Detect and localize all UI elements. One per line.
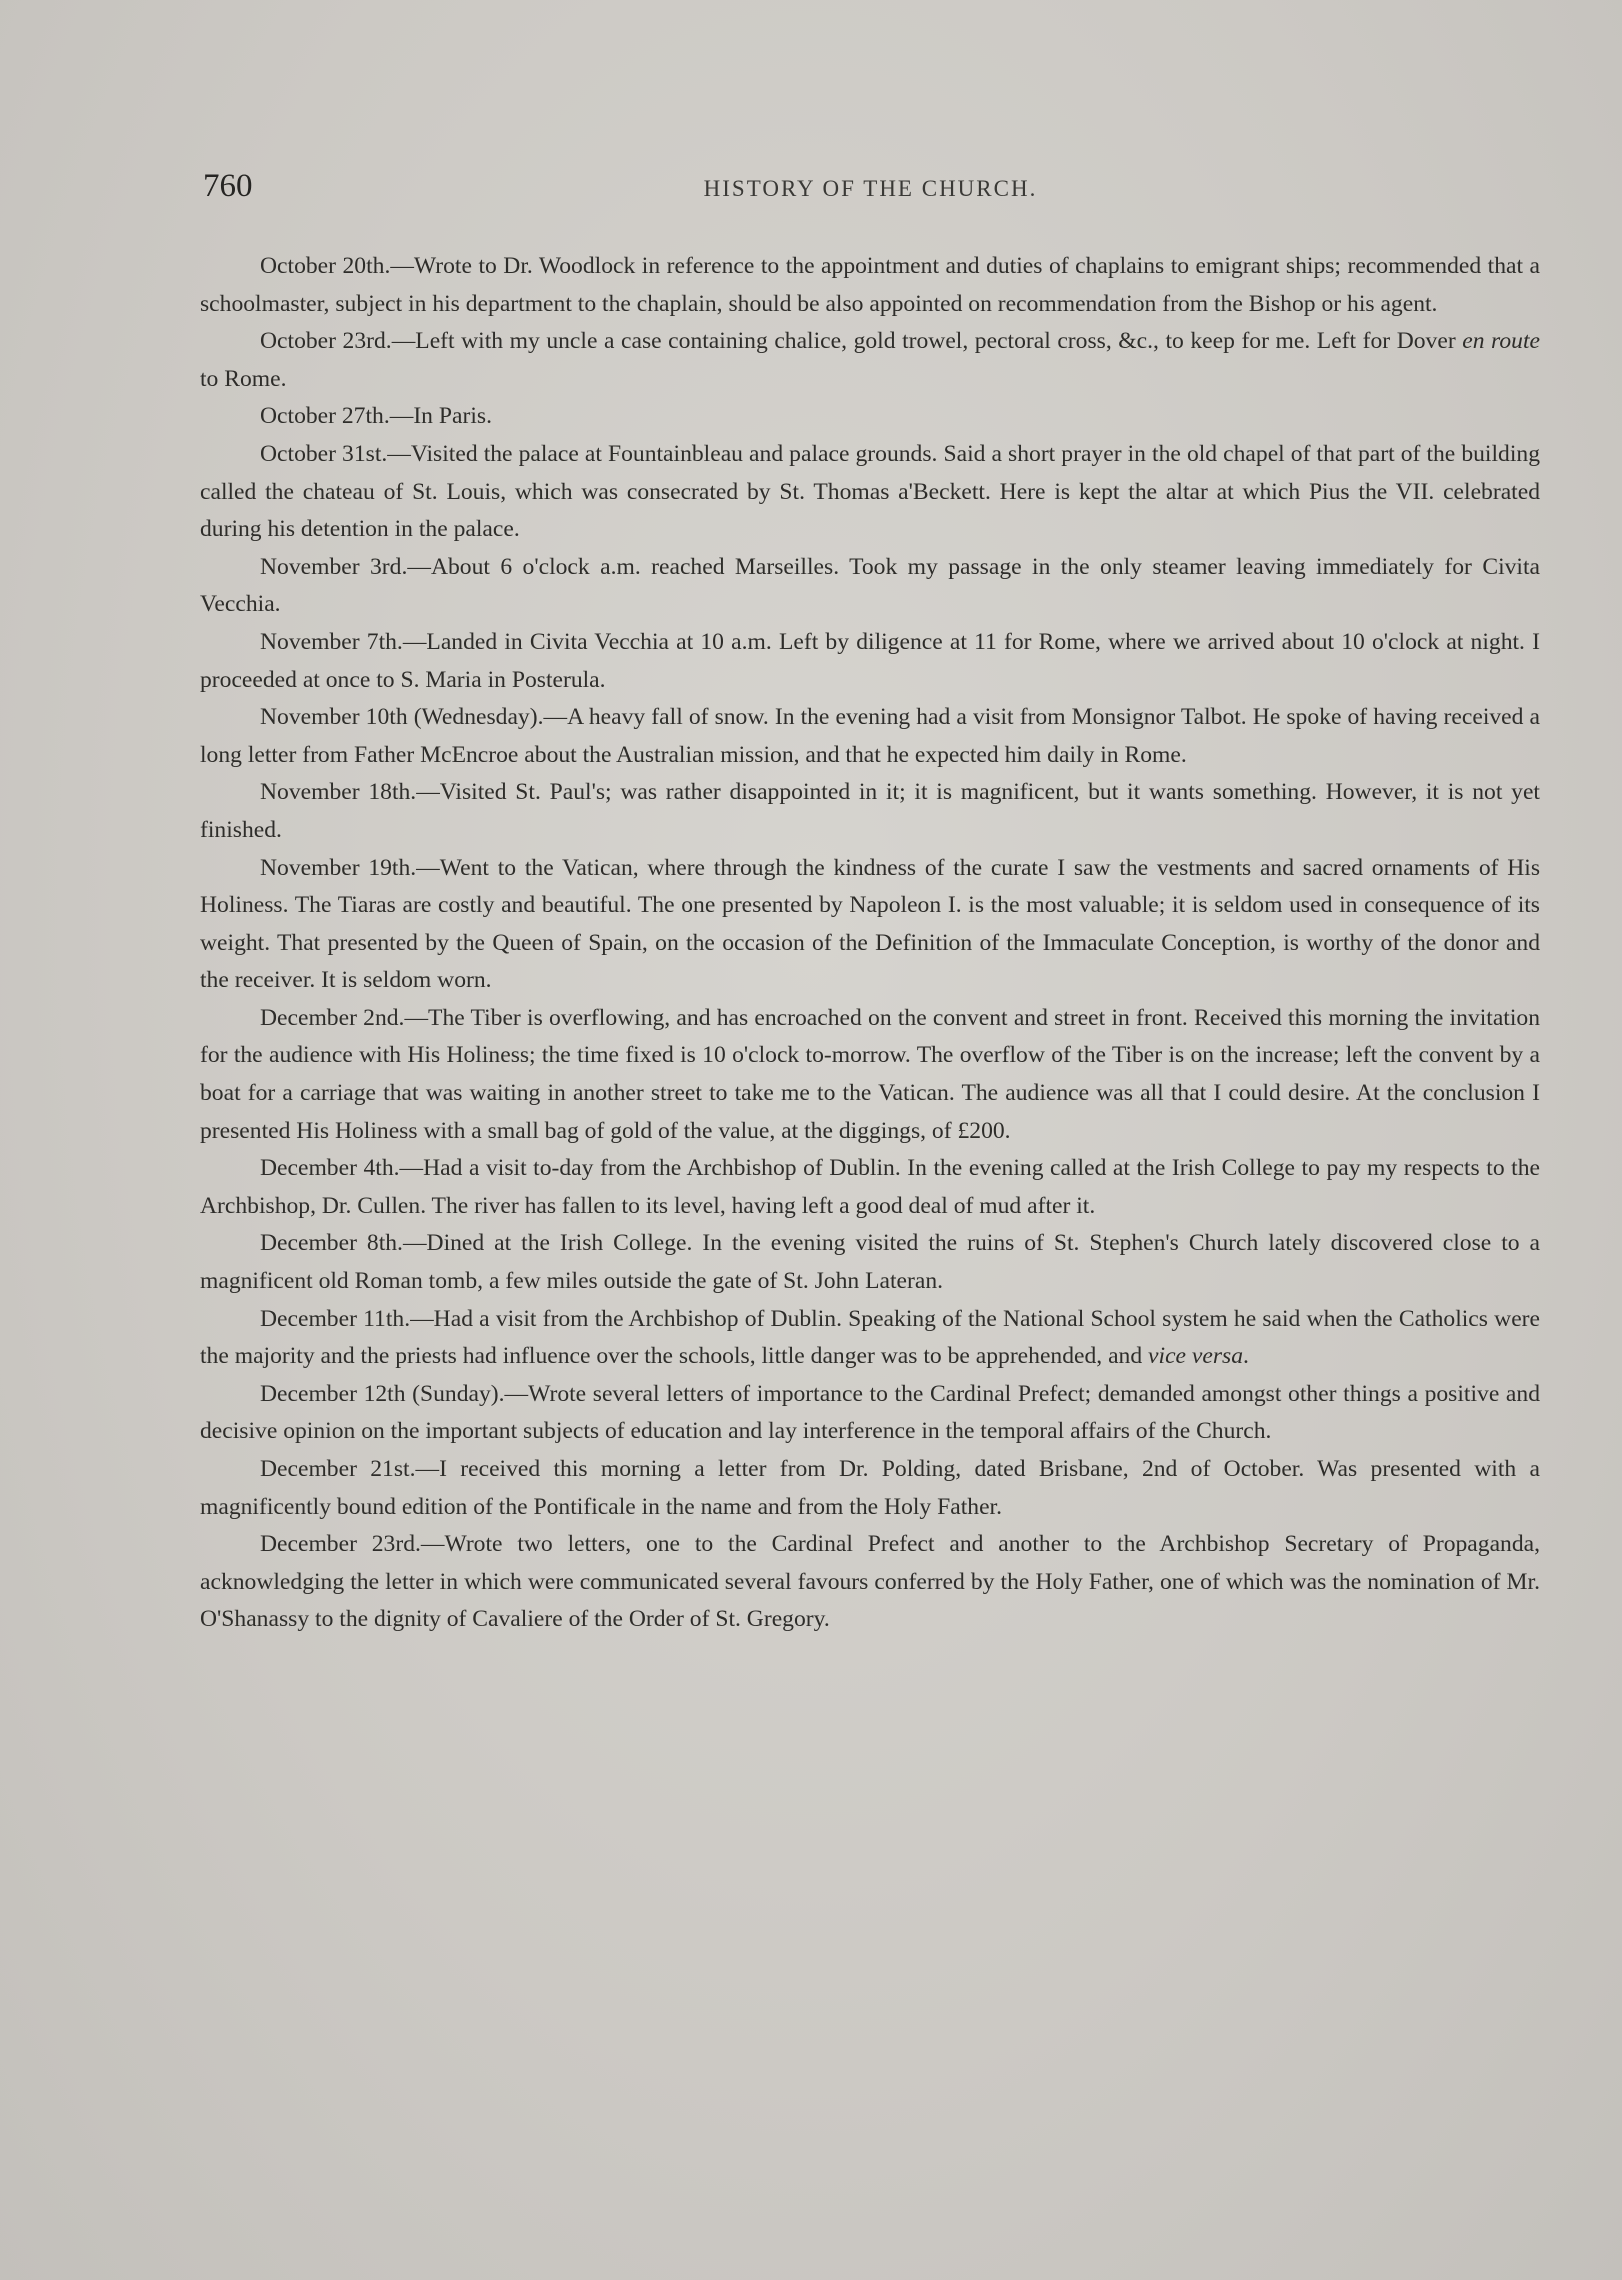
diary-entry-dec-23 [200,1526,1540,1639]
diary-entry-dec-12 [200,1376,1540,1451]
entry-italic-text: vice versa [1148,1343,1244,1370]
entry-italic-text: en route [1462,328,1540,355]
diary-entry-nov-19 [200,850,1540,1000]
running-title: HISTORY OF THE CHURCH. [703,176,1038,201]
entry-text: December 4th.—Had a visit to-day from the Archbishop of Dublin. In the evening called at the Irish College to pay my respects to the Archbishop, Dr. Cullen. The river has fallen to its level, having left a good deal of mud after it. [200,1155,1540,1219]
diary-entry-dec-2 [200,1000,1540,1150]
diary-entry-nov-10 [200,699,1540,774]
entry-text: December 23rd.—Wrote two letters, one to the Cardinal Prefect and another to the Archbishop Secretary of Propaganda, acknowledging the letter in which were communicated several favours conferred by the Holy Father, one of which was the nomination of Mr. O'Shanassy to the dignity of Cavaliere of the Order of St. Gregory. [200,1531,1540,1633]
diary-entry-oct-27 [200,398,1540,436]
entry-text: November 10th (Wednesday).—A heavy fall of snow. In the evening had a visit from Monsignor Talbot. He spoke of having received a long letter from Father McEncroe about the Australian mission, and that he expected him daily in Rome. [200,704,1540,768]
page-header [203,168,1538,212]
diary-entry-dec-11 [200,1301,1540,1376]
diary-entry-nov-3 [200,549,1540,624]
entry-text: October 27th.—In Paris. [260,403,492,430]
body-text [200,248,1540,1639]
entry-text: October 23rd.—Left with my uncle a case containing chalice, gold trowel, pectoral cross, &c., to keep for me. Left for Dover [260,328,1463,355]
diary-entry-oct-23 [200,323,1540,398]
diary-entry-oct-20 [200,248,1540,323]
entry-text: December 2nd.—The Tiber is overflowing, and has encroached on the convent and street in front. Received this morning the invitation for the audience with His Holiness; the time fixed is 10 o'clock to-morrow. The overflow of the Tiber is on the increase; left the convent by a boat for a carriage that was waiting in another street to take me to the Vatican. The audience was all that I could desire. At the conclusion I presented His Holiness with a small bag of gold of the value, at the diggings, of £200. [200,1004,1540,1144]
entry-text: October 31st.—Visited the palace at Fountainbleau and palace grounds. Said a short prayer in the old chapel of that part of the building called the chateau of St. Louis, which was consecrated by St. Thomas a'Beckett. Here is kept the altar at which Pius the VII. celebrated during his detention in the palace. [200,440,1540,543]
diary-entry-dec-8 [200,1225,1540,1300]
diary-entry-dec-21 [200,1451,1540,1526]
entry-text: December 21st.—I received this morning a letter from Dr. Polding, dated Brisbane, 2nd of October. Was presented with a magnificently bound edition of the Pontificale in the name and from the Holy Father. [200,1456,1540,1520]
entry-text: November 7th.—Landed in Civita Vecchia at 10 a.m. Left by diligence at 11 for Rome, where we arrived about 10 o'clock at night. I proceeded at once to S. Maria in Posterula. [200,628,1540,693]
diary-entry-oct-31 [200,436,1540,549]
entry-text: December 12th (Sunday).—Wrote several letters of importance to the Cardinal Prefect; demanded amongst other things a positive and decisive opinion on the important subjects of education and lay interference in the temporal affairs of the Church. [200,1380,1540,1445]
page-number: 760 [203,168,253,204]
entry-text: November 19th.—Went to the Vatican, where through the kindness of the curate I saw the vestments and sacred ornaments of His Holiness. The Tiaras are costly and beautiful. The one presented by Napoleon I. is the most valuable; it is seldom used in consequence of its weight. That presented by the Queen of Spain, on the occasion of the Definition of the Immaculate Conception, is worthy of the donor and the receiver. It is seldom worn. [200,854,1540,994]
entry-text: November 18th.—Visited St. Paul's; was rather disappointed in it; it is magnificent, but it wants something. However, it is not yet finished. [200,779,1540,843]
entry-text: . [1243,1343,1249,1370]
diary-entry-dec-4 [200,1150,1540,1225]
diary-entry-nov-7 [200,624,1540,699]
entry-text: November 3rd.—About 6 o'clock a.m. reached Marseilles. Took my passage in the only steamer leaving immediately for Civita Vecchia. [200,553,1540,618]
entry-text: October 20th.—Wrote to Dr. Woodlock in reference to the appointment and duties of chaplains to emigrant ships; recommended that a schoolmaster, subject in his department to the chaplain, should be also appointed on recommendation from the Bishop or his agent. [200,253,1540,317]
entry-text: December 11th.—Had a visit from the Archbishop of Dublin. Speaking of the National School system he said when the Catholics were the majority and the priests had influence over the schools, little danger was to be apprehended, and [200,1305,1540,1370]
diary-entry-nov-18 [200,774,1540,849]
entry-text: to Rome. [200,365,287,392]
entry-text: December 8th.—Dined at the Irish College. In the evening visited the ruins of St. Stephen's Church lately discovered close to a magnificent old Roman tomb, a few miles outside the gate of St. John Lateran. [200,1230,1540,1295]
